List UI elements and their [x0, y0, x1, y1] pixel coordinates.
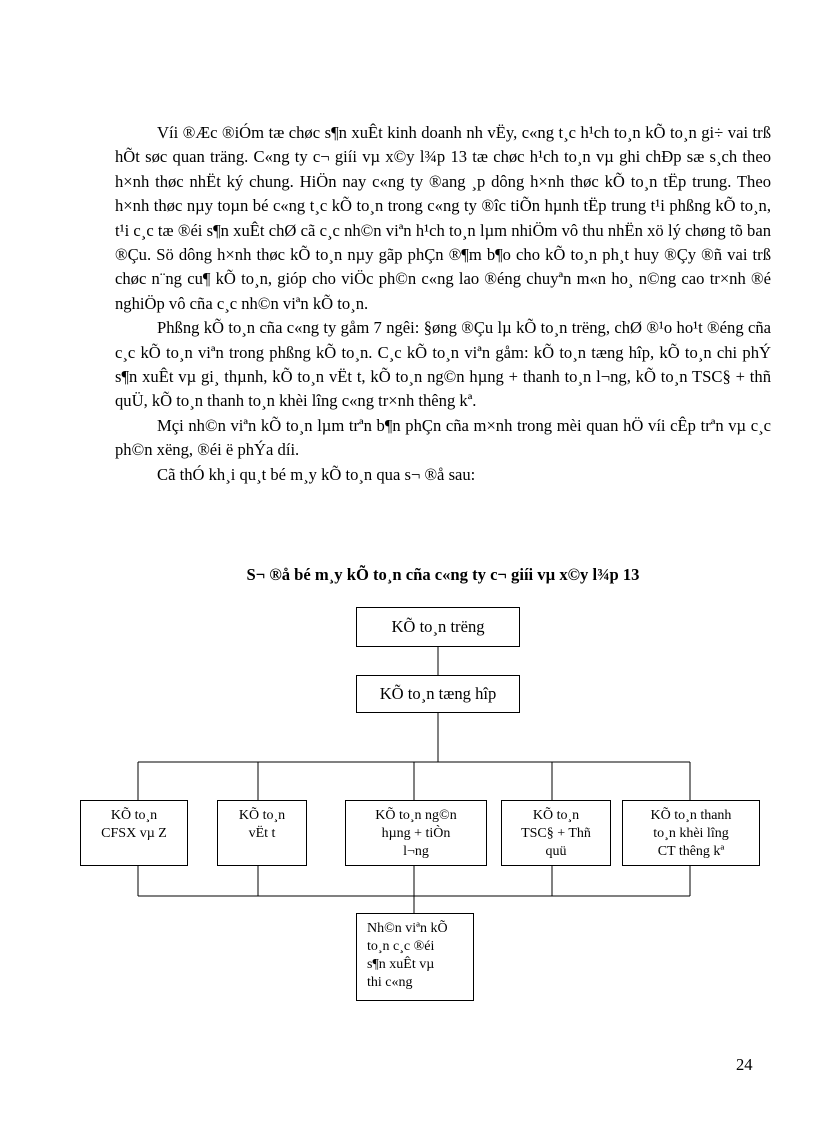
page-number: 24 — [736, 1055, 753, 1074]
general-accountant-box — [356, 675, 520, 713]
dept-volume-line-3: CT thêng kª — [657, 844, 725, 859]
dept-box-materials — [217, 800, 307, 866]
dept-assets-line-2: TSC§ + Thñ — [521, 826, 591, 841]
chief-accountant-label: KÕ to¸n trëng — [391, 617, 485, 636]
dept-assets-line-1: KÕ to¸n — [532, 808, 580, 823]
paragraph-3: Mçi nh©n viªn kÕ to¸n lµm trªn b¶n phÇn cña m×nh trong mèi quan hÖ víi cÊp trªn vµ c¸c ph©n xëng, ®éi ë phÝa díi. — [115, 415, 771, 460]
dept-bank-line-3: l¬ng — [403, 844, 429, 859]
dept-volume-line-2: to¸n khèi lîng — [653, 826, 729, 841]
dept-bank-line-2: hµng + tiÒn — [381, 826, 451, 841]
staff-box — [356, 913, 474, 1001]
paragraph-2: Phßng kÕ to¸n cña c«ng ty gåm 7 ngêi: §øng ®Çu lµ kÕ to¸n trëng, chØ ®¹o ho¹t ®éng cña c¸c kÕ to¸n viªn trong phßng kÕ to¸n. C¸c kÕ to¸n viªn gåm: kÕ to¸n tæng hîp, kÕ to¸n chi phÝ s¶n xuÊt vµ gi¸ thµnh, kÕ to¸n vËt t, kÕ to¸n ng©n hµng + thanh to¸n l¬ng, kÕ to¸n TSC§ + thñ quÜ, kÕ to¸n thanh to¸n khèi lîng c«ng tr×nh thêng kª. — [115, 318, 771, 411]
staff-line-4: thi c«ng — [367, 975, 413, 990]
dept-assets-line-3: quü — [545, 844, 567, 859]
dept-box-volume — [622, 800, 760, 866]
dept-box-bank — [345, 800, 487, 866]
chief-accountant-box — [356, 607, 520, 647]
staff-line-1: Nh©n viªn kÕ — [367, 921, 448, 936]
diagram-title: S¬ ®å bé m¸y kÕ to¸n cña c«ng ty c¬ giíi vµ x©y l¾p 13 — [246, 565, 640, 584]
dept-bank-line-1: KÕ to¸n ng©n — [375, 808, 457, 823]
paragraph-1: Víi ®Æc ®iÓm tæ chøc s¶n xuÊt kinh doanh nh vËy, c«ng t¸c h¹ch to¸n kÕ to¸n gi÷ vai trß hÕt søc quan träng. C«ng ty c¬ giíi vµ x©y l¾p 13 tæ chøc h¹ch to¸n vµ ghi chÐp sæ s¸ch theo h×nh thøc nhËt ký chung. HiÖn nay c«ng ty ®ang ¸p dông h×nh thøc kÕ to¸n tËp trung. Theo h×nh thøc nµy toµn bé c«ng t¸c kÕ to¸n trong c«ng ty ®îc tiÕn hµnh tËp trung t¹i phßng kÕ to¸n, t¹i c¸c tæ ®éi s¶n xuÊt chØ cã c¸c nh©n viªn h¹ch to¸n lµm nhiÖm vô thu nhËn xö lý chøng tõ ban ®Çu. Sö dông h×nh thøc kÕ to¸n nµy gãp phÇn ®¶m b¶o cho kÕ to¸n ph¸t huy ®Çy ®ñ vai trß chøc n¨ng cu¶ kÕ to¸n, gióp cho viÖc ph©n c«ng lao ®éng chuyªn m«n ho¸ n©ng cao tr×nh ®é nghiÖp vô cña c¸c nh©n viªn kÕ to¸n. — [115, 123, 771, 313]
dept-materials-line-2: vËt t — [248, 826, 276, 841]
staff-line-2: to¸n c¸c ®éi — [367, 939, 435, 954]
dept-materials-line-1: KÕ to¸n — [238, 808, 286, 823]
dept-box-cost — [80, 800, 188, 866]
paragraph-4: Cã thÓ kh¸i qu¸t bé m¸y kÕ to¸n qua s¬ ®å sau: — [157, 464, 476, 484]
dept-cost-line-2: CFSX vµ Z — [101, 826, 167, 841]
staff-line-3: s¶n xuÊt vµ — [367, 957, 435, 972]
dept-volume-line-1: KÕ to¸n thanh — [650, 808, 732, 823]
dept-box-assets — [501, 800, 611, 866]
dept-cost-line-1: KÕ to¸n — [110, 808, 158, 823]
general-accountant-label: KÕ to¸n tæng hîp — [379, 684, 497, 703]
